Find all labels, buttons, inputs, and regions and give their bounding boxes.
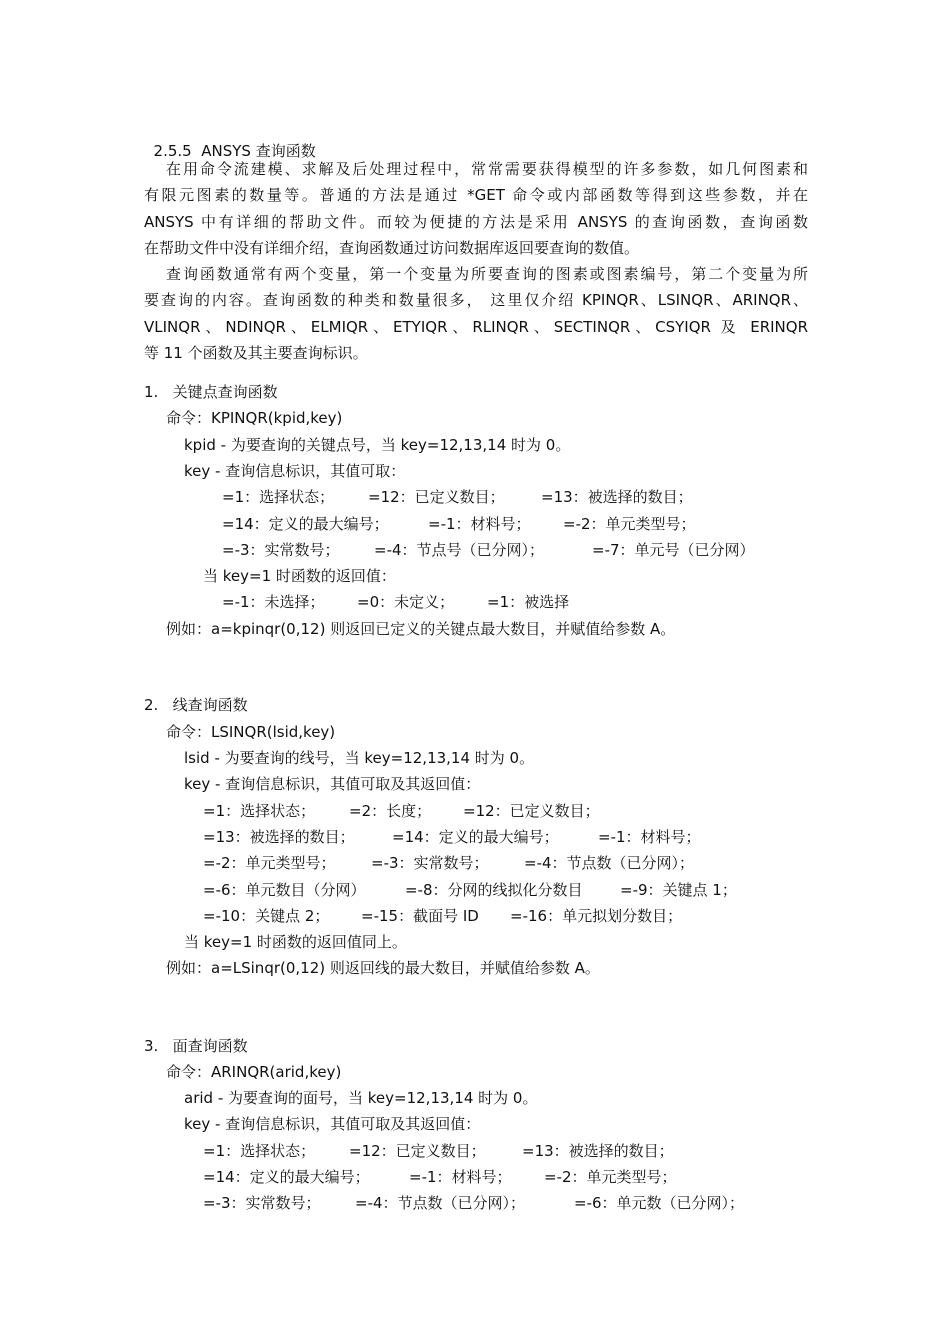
s1-return-value: =0：未定义； bbox=[357, 593, 455, 611]
s1-return-value: =-1：未选择； bbox=[222, 593, 325, 611]
s3-value: =-1：材料号； bbox=[409, 1168, 512, 1186]
s1-value: =13：被选择的数目； bbox=[541, 488, 693, 506]
intro-line-4: 在帮助文件中没有详细介绍，查询函数通过访问数据库返回要查询的数值。 bbox=[144, 239, 640, 257]
section-title: ANSYS 查询函数 bbox=[201, 142, 316, 160]
intro-line-5: 查询函数通常有两个变量，第一个变量为所要查询的图素或图素编号，第二个变量为所 bbox=[166, 265, 808, 283]
s3-value: =1：选择状态； bbox=[203, 1142, 316, 1160]
intro-line-7: VLINQR、NDINQR、ELMIQR、ETYIQR、RLINQR、SECTINQR、CSYIQR 及 ERINQR bbox=[144, 318, 808, 336]
section-heading bbox=[144, 121, 316, 161]
s1-value: =-2：单元类型号； bbox=[563, 515, 696, 533]
s3-command: 命令：ARINQR(arid,key) bbox=[166, 1063, 342, 1081]
s1-param-kpid: kpid - 为要查询的关键点号，当 key=12,13,14 时为 0。 bbox=[184, 436, 571, 454]
s3-value: =12：已定义数目； bbox=[349, 1142, 486, 1160]
s2-heading: 2. 线查询函数 bbox=[144, 696, 248, 714]
s2-value: =-4：节点数（已分网）； bbox=[524, 854, 695, 872]
s3-param-key: key - 查询信息标识，其值可取及其返回值： bbox=[184, 1115, 481, 1133]
s3-value: =-6：单元数（已分网）； bbox=[574, 1194, 745, 1212]
s3-value: =-4：节点数（已分网）； bbox=[355, 1194, 526, 1212]
intro-line-6: 要查询的内容。查询函数的种类和数量很多， 这里仅介绍 KPINQR、LSINQR、ARINQR、 bbox=[144, 291, 808, 309]
s2-value: =2：长度； bbox=[349, 802, 432, 820]
s1-heading: 1. 关键点查询函数 bbox=[144, 383, 278, 401]
s2-value: =-9：关键点 1； bbox=[620, 881, 737, 899]
s1-example: 例如：a=kpinqr(0,12) 则返回已定义的关键点最大数目，并赋值给参数 A。 bbox=[166, 620, 676, 638]
s3-param-arid: arid - 为要查询的面号，当 key=12,13,14 时为 0。 bbox=[184, 1089, 538, 1107]
s2-value: =-15：截面号 ID bbox=[361, 907, 479, 925]
s2-value: =13：被选择的数目； bbox=[203, 828, 355, 846]
s2-value: =1：选择状态； bbox=[203, 802, 316, 820]
intro-line-8: 等 11 个函数及其主要查询标识。 bbox=[144, 344, 368, 362]
s2-value: =14：定义的最大编号； bbox=[392, 828, 559, 846]
s1-param-key: key - 查询信息标识，其值可取： bbox=[184, 462, 406, 480]
s1-value: =-1：材料号； bbox=[428, 515, 531, 533]
s2-value: =-16：单元拟划分数目； bbox=[510, 907, 683, 925]
s3-value: =14：定义的最大编号； bbox=[203, 1168, 370, 1186]
s2-value: =-3：实常数号； bbox=[371, 854, 489, 872]
s3-heading: 3. 面查询函数 bbox=[144, 1037, 248, 1055]
intro-line-1: 在用命令流建模、求解及后处理过程中，常常需要获得模型的许多参数，如几何图素和 bbox=[166, 160, 808, 178]
section-number: 2.5.5 bbox=[153, 142, 192, 160]
s2-param-lsid: lsid - 为要查询的线号，当 key=12,13,14 时为 0。 bbox=[184, 749, 535, 767]
s3-value: =-3：实常数号； bbox=[203, 1194, 321, 1212]
s2-command: 命令：LSINQR(lsid,key) bbox=[166, 723, 336, 741]
intro-line-3: ANSYS 中有详细的帮助文件。而较为便捷的方法是采用 ANSYS 的查询函数，查询函数 bbox=[144, 213, 808, 231]
s1-value: =-3：实常数号； bbox=[222, 541, 340, 559]
s3-value: =13：被选择的数目； bbox=[522, 1142, 674, 1160]
s1-value: =14：定义的最大编号； bbox=[222, 515, 389, 533]
s1-value: =-7：单元号（已分网） bbox=[592, 541, 755, 559]
s2-value: =-10：关键点 2； bbox=[203, 907, 330, 925]
intro-line-2: 有限元图素的数量等。普通的方法是通过 *GET 命令或内部函数等得到这些参数，并在 bbox=[144, 186, 808, 204]
s1-return-note: 当 key=1 时函数的返回值： bbox=[203, 567, 396, 585]
s1-value: =12：已定义数目； bbox=[368, 488, 505, 506]
s2-value: =-1：材料号； bbox=[598, 828, 701, 846]
s2-value: =-8：分网的线拟化分数目 bbox=[405, 881, 583, 899]
s2-param-key: key - 查询信息标识，其值可取及其返回值： bbox=[184, 775, 481, 793]
s1-value: =1：选择状态； bbox=[222, 488, 335, 506]
s2-example: 例如：a=LSinqr(0,12) 则返回线的最大数目，并赋值给参数 A。 bbox=[166, 959, 600, 977]
s1-return-value: =1：被选择 bbox=[487, 593, 570, 611]
s1-command: 命令：KPINQR(kpid,key) bbox=[166, 409, 343, 427]
s3-value: =-2：单元类型号； bbox=[544, 1168, 677, 1186]
s1-value: =-4：节点号（已分网）； bbox=[374, 541, 545, 559]
s2-return-note: 当 key=1 时函数的返回值同上。 bbox=[184, 933, 407, 951]
s2-value: =-2：单元类型号； bbox=[203, 854, 336, 872]
s2-value: =-6：单元数目（分网） bbox=[203, 881, 366, 899]
s2-value: =12：已定义数目； bbox=[463, 802, 600, 820]
